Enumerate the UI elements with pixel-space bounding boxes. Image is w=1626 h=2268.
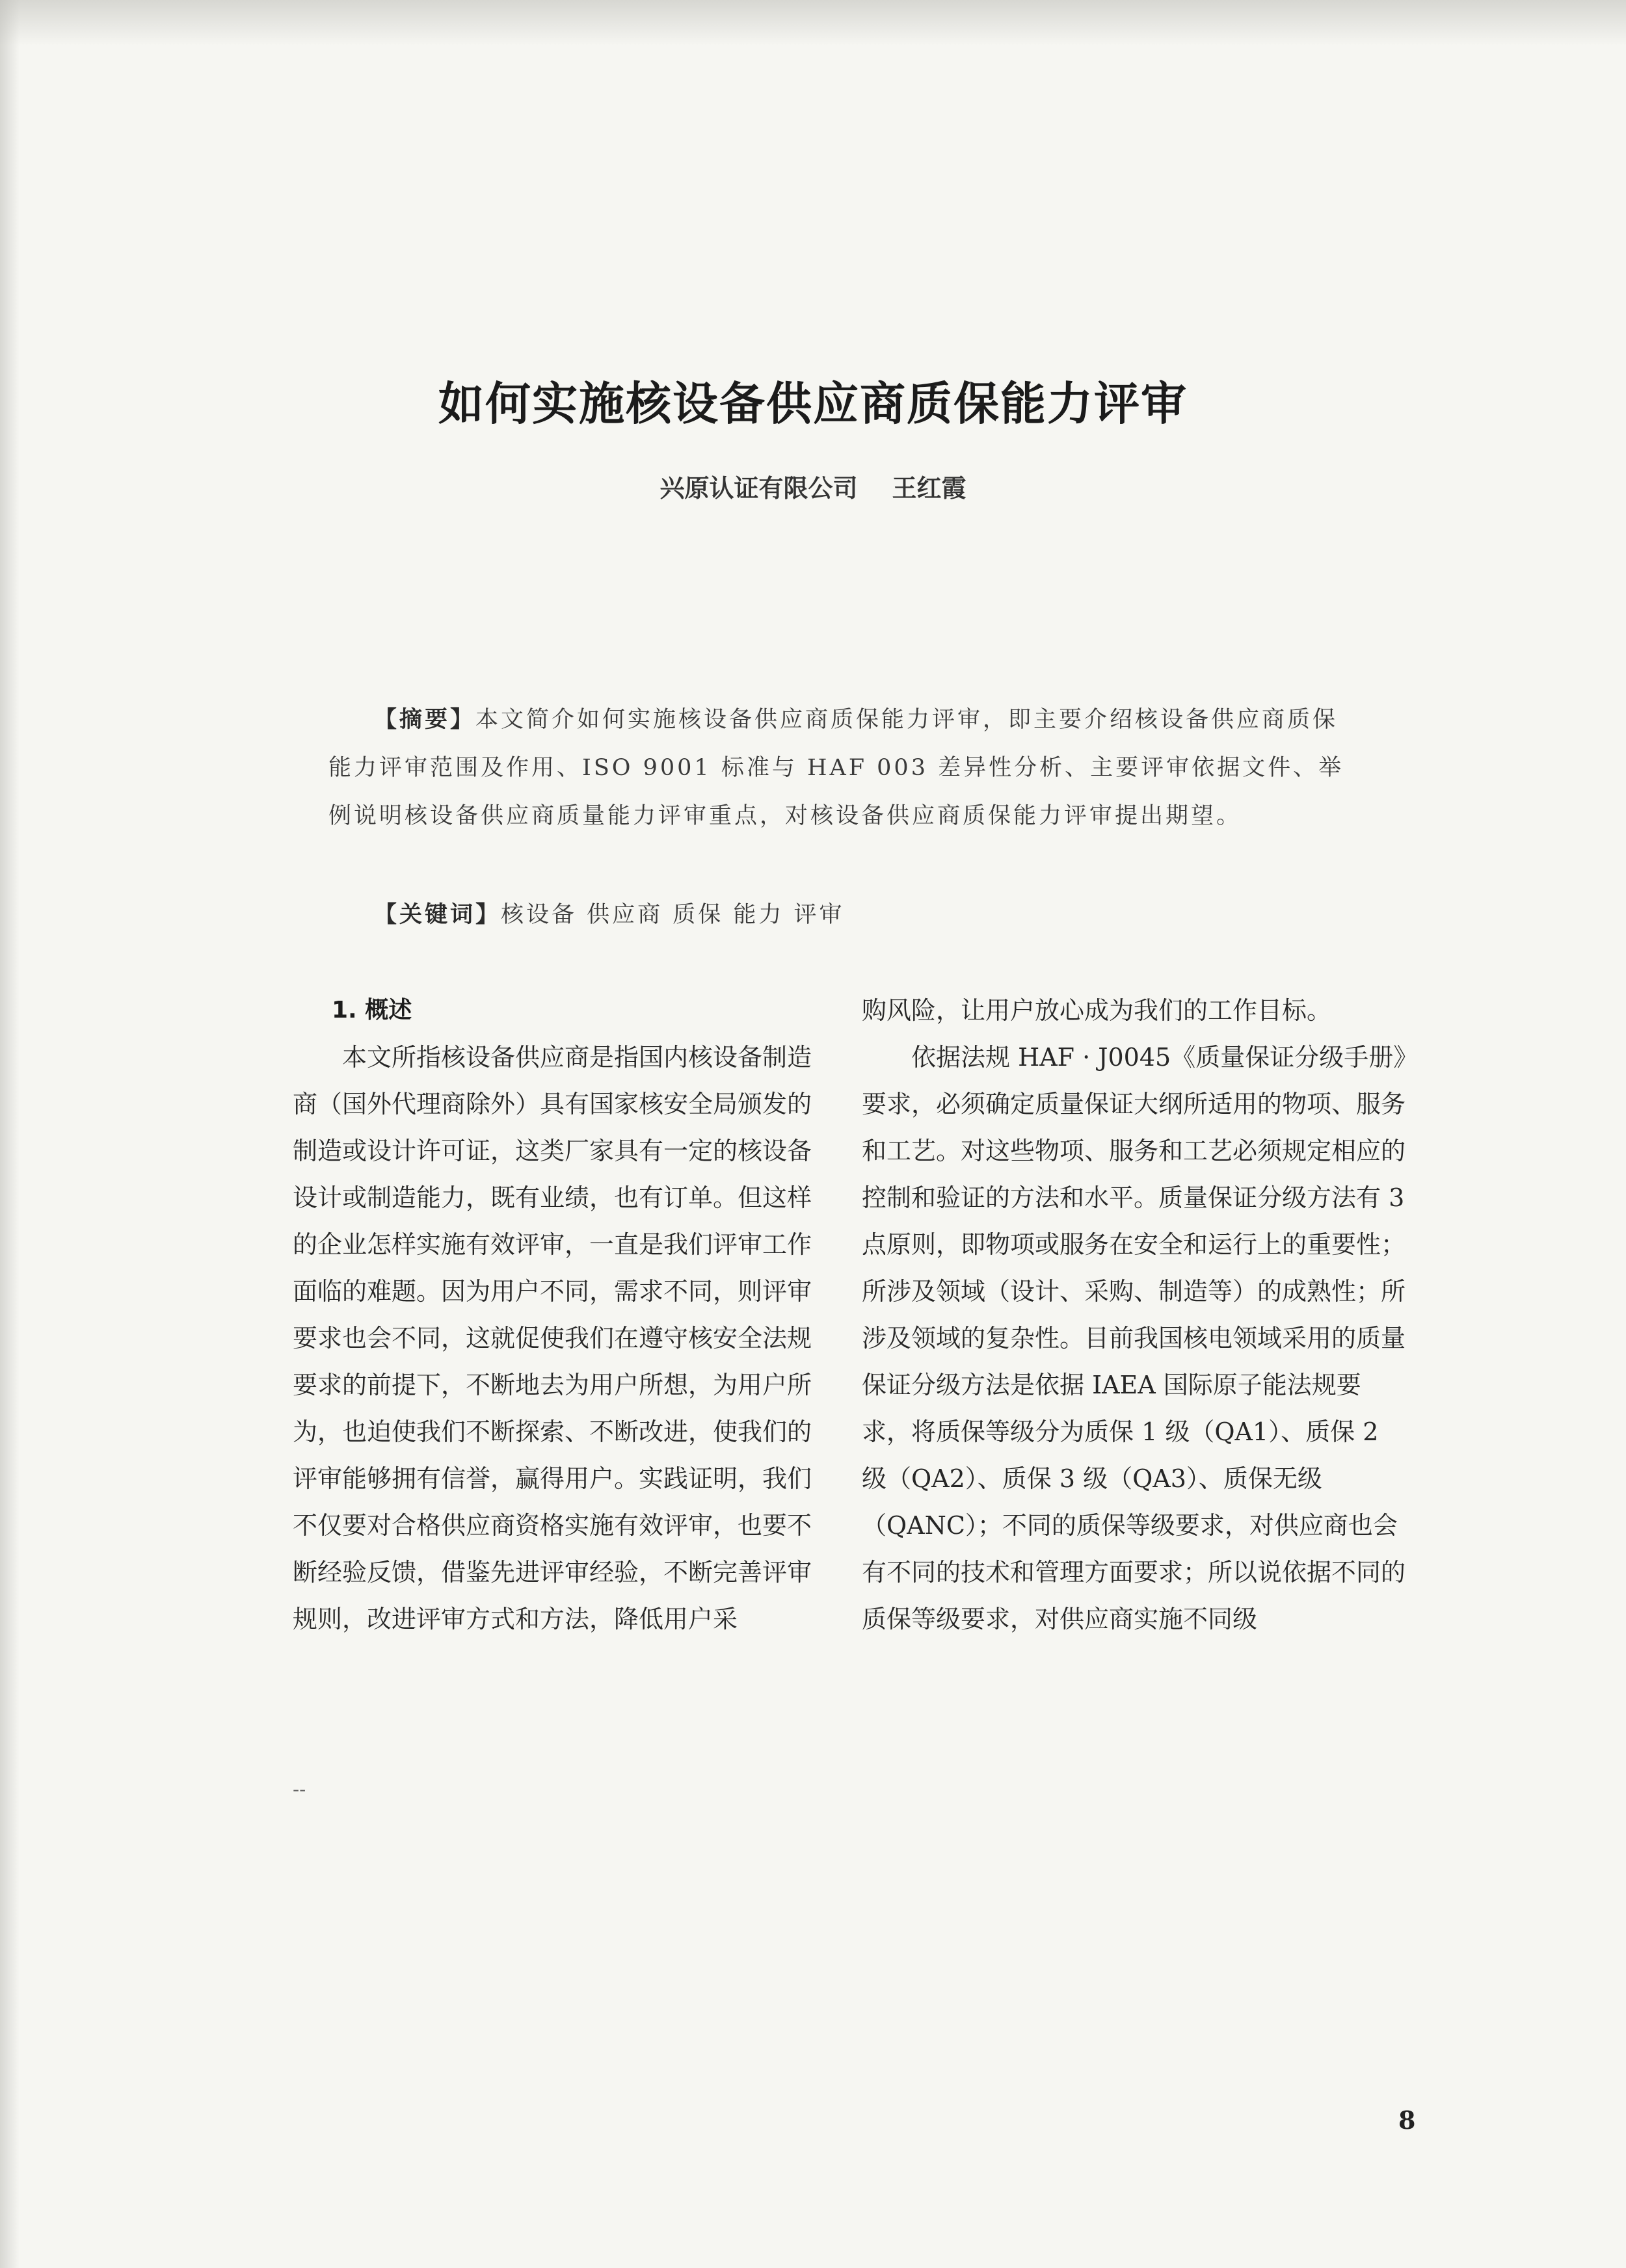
right-column bbox=[862, 987, 1408, 1642]
section-heading: 1. 概述 bbox=[332, 997, 412, 1023]
keywords-block bbox=[374, 891, 1350, 939]
body-paragraph-continued: 购风险，让用户放心成为我们的工作目标。 bbox=[862, 996, 1332, 1025]
footnote-mark: -- bbox=[293, 1778, 306, 1801]
page-number: 8 bbox=[1398, 2105, 1416, 2135]
article-title: 如何实施核设备供应商质保能力评审 bbox=[438, 376, 1188, 430]
abstract-paragraph bbox=[328, 696, 1356, 840]
keywords-label: 【关键词】 bbox=[374, 901, 501, 928]
author-byline: 兴原认证有限公司 王红霞 bbox=[660, 473, 966, 503]
left-column bbox=[293, 987, 813, 1642]
abstract-label: 【摘要】 bbox=[374, 706, 476, 733]
body-paragraph-2: 依据法规 HAF · J0045《质量保证分级手册》要求，必须确定质量保证大纲所适用的物项、服务和工艺。对这些物项、服务和工艺必须规定相应的控制和验证的方法和水平。质量保证分级方法有 3 点原则，即物项或服务在安全和运行上的重要性；所涉及领域（设计、采购、制造等）的成熟性；所涉及领域的复杂性。目前我国核电领域采用的质量保证分级方法是依据 IAEA 国际原子能法规要求，将质保等级分为质保 1 级（QA1）、质保 2 级（QA2）、质保 3 级（QA3）、质保无级（QANC）；不同的质保等级要求，对供应商也会有不同的技术和管理方面要求；所以说依据不同的质保等级要求，对供应商实施不同级 bbox=[862, 1043, 1406, 1633]
scan-shadow-left bbox=[0, 0, 20, 2268]
body-paragraph-1: 本文所指核设备供应商是指国内核设备制造商（国外代理商除外）具有国家核安全局颁发的制造或设计许可证，这类厂家具有一定的核设备设计或制造能力，既有业绩，也有订单。但这样的企业怎样实施有效评审，一直是我们评审工作面临的难题。因为用户不同，需求不同，则评审要求也会不同，这就促使我们在遵守核安全法规要求的前提下，不断地去为用户所想，为用户所为，也迫使我们不断探索、不断改进，使我们的评审能够拥有信誉，赢得用户。实践证明，我们不仅要对合格供应商资格实施有效评审，也要不断经验反馈，借鉴先进评审经验，不断完善评审规则，改进评审方式和方法，降低用户采 bbox=[293, 1043, 812, 1633]
keywords-text: 核设备 供应商 质保 能力 评审 bbox=[501, 902, 845, 928]
scan-shadow-top bbox=[0, 0, 1626, 46]
abstract-block bbox=[328, 696, 1356, 840]
abstract-text: 本文简介如何实施核设备供应商质保能力评审，即主要介绍核设备供应商质保能力评审范围及作用、ISO 9001 标准与 HAF 003 差异性分析、主要评审依据文件、举例说明核设备供应商质量能力评审重点，对核设备供应商质保能力评审提出期望。 bbox=[328, 707, 1344, 829]
